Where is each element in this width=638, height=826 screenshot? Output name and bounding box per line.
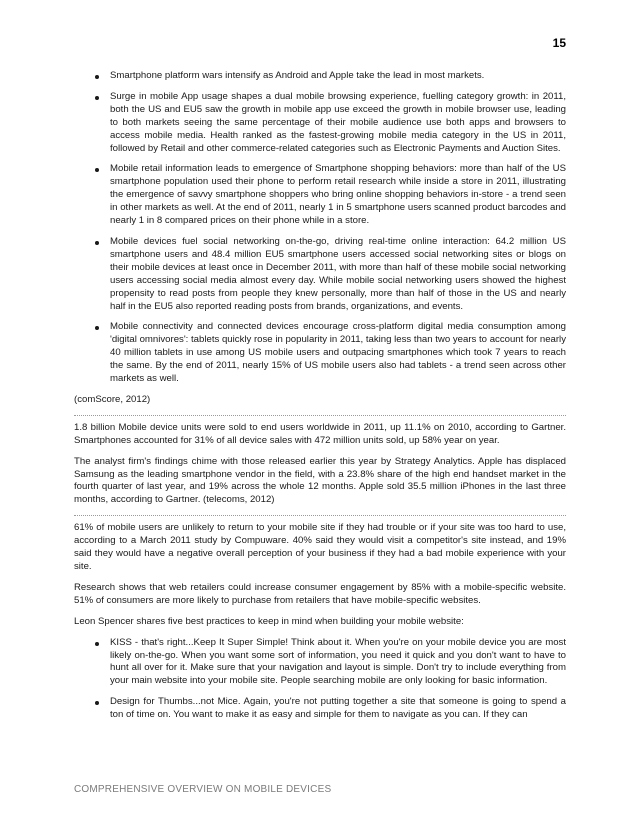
page-content bbox=[74, 70, 566, 730]
paragraph-leon-spencer: Leon Spencer shares five best practices to keep in mind when building your mobile website: bbox=[74, 615, 464, 627]
best-practices-list bbox=[74, 637, 566, 722]
list-item-text: Mobile connectivity and connected devices encourage cross-platform digital media consumption among 'digital omnivores': tablets quickly rose in popularity in 2011, taking less than two years to account for nearly 40 million tablets in use among US mobile users and outpacing smartphones which took 7 years to reach the same. By the end of 2011, nearly 15% of US mobile users also had tablets - a trend seen across other markets as well. bbox=[110, 321, 566, 385]
list-item-text: Surge in mobile App usage shapes a dual mobile browsing experience, fuelling category growth: in 2011, both the US and EU5 saw the growth in mobile app use exceed the growth in mobile browser use, leading to both markets seeing the same percentage of their mobile audience use both apps and browsers to access mobile media. Health ranked as the fastest-growing mobile media category in the US in 2011, followed by Retail and other commerce-related categories such as Electronic Payments and Auction Sites. bbox=[110, 90, 566, 154]
bullet-icon bbox=[95, 241, 99, 245]
list-item-text: Mobile devices fuel social networking on-the-go, driving real-time online interaction: 64.2 million US smartphone users and 48.4 million EU5 smartphone users accessed social networking sites or blogs on their mobile devices at least once in December 2011, with more than half of these mobile social networking users accessing social media almost every day. While mobile social networking users showed the highest propensity to read posts from people they knew personally, more than half of those in the US and nearly half in the EU5 also reported reading posts from brands, organizations, and events. bbox=[110, 235, 566, 312]
list-item-text: Smartphone platform wars intensify as Android and Apple take the lead in most markets. bbox=[110, 70, 485, 81]
list-item bbox=[74, 321, 566, 386]
bullet-icon bbox=[95, 75, 99, 79]
page-footer: COMPREHENSIVE OVERVIEW ON MOBILE DEVICES bbox=[74, 784, 332, 795]
bullet-icon bbox=[95, 168, 99, 172]
page-number: 15 bbox=[552, 36, 566, 50]
paragraph-compuware: 61% of mobile users are unlikely to return to your mobile site if they had trouble or if your site was too hard to use, according to a March 2011 study by Compuware. 40% said they would visit a competitor's site instead, and 19% said they would have a negative overall perception of your business if they had a bad mobile experience with your site. bbox=[74, 522, 566, 572]
list-item bbox=[74, 91, 566, 156]
paragraph-research: Research shows that web retailers could increase consumer engagement by 85% with a mobile-specific website. 51% of consumers are more likely to purchase from retailers that have mobile-specific websites. bbox=[74, 581, 566, 606]
list-item bbox=[74, 696, 566, 722]
list-item-text: Mobile retail information leads to emergence of Smartphone shopping behaviors: more than half of the US smartphone population used their phone to perform retail research while inside a store in 2011, illustrating the emergence of savvy smartphone shoppers who bring online shopping behaviors in-store - a trend seen in other markets as well. At the end of 2011, nearly 1 in 5 smartphone users scanned product barcodes and nearly 1 in 8 compared prices on their phone while in a store. bbox=[110, 163, 566, 227]
section-divider bbox=[74, 515, 566, 516]
bullet-icon bbox=[95, 701, 99, 705]
bullet-icon bbox=[95, 96, 99, 100]
bullet-icon bbox=[95, 326, 99, 330]
paragraph-gartner-sales: 1.8 billion Mobile device units were sold to end users worldwide in 2011, up 11.1% on 2010, according to Gartner. Smartphones accounted for 31% of all device sales with 472 million units sold, up 58% year on year. bbox=[74, 421, 566, 446]
section-divider bbox=[74, 415, 566, 416]
list-item bbox=[74, 70, 566, 83]
citation-comscore: (comScore, 2012) bbox=[74, 393, 151, 405]
list-item bbox=[74, 637, 566, 689]
bullet-icon bbox=[95, 642, 99, 646]
list-item-text: KISS - that's right...Keep It Super Simple! Think about it. When you're on your mobile device you are most likely on-the-go. When you want some sort of information, you need it quick and you don't want to have to hunt all over for it. Make sure that your navigation and layout is simple. Don't try to include everything from your main website into your mobile site. People searching mobile are only looking for basic information. bbox=[110, 636, 566, 687]
paragraph-gartner-apple: The analyst firm's findings chime with those released earlier this year by Strategy Analytics. Apple has displaced Samsung as the leading smartphone vendor in the field, with a 23.8% share of the high end handset market in the fourth quarter of last year, and 19% across the whole 12 months. Apple sold 35.5 million iPhones in the last three months, according to Gartner. (telecoms, 2012) bbox=[74, 455, 566, 506]
list-item bbox=[74, 236, 566, 313]
trend-bullet-list bbox=[74, 70, 566, 386]
list-item bbox=[74, 163, 566, 228]
list-item-text: Design for Thumbs...not Mice. Again, you're not putting together a site that someone is going to spend a ton of time on. You want to make it as easy and simple for them to navigate as you can. If they can bbox=[110, 696, 566, 721]
